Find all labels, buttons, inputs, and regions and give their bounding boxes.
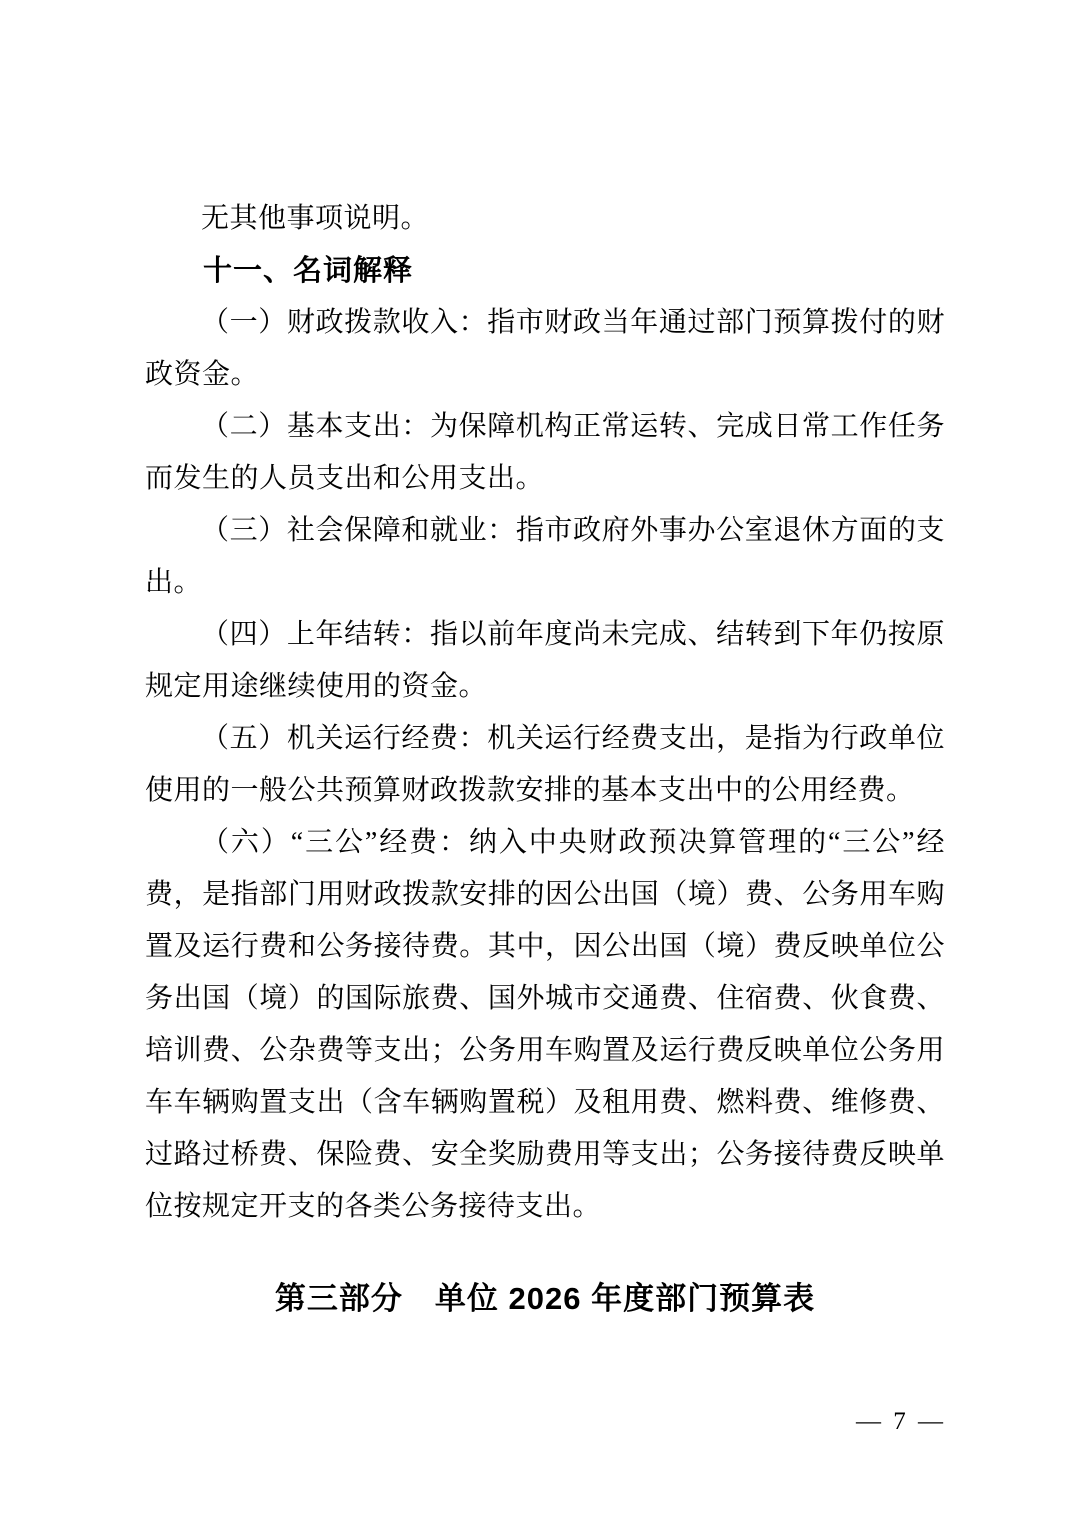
glossary-item-3: （三）社会保障和就业：指市政府外事办公室退休方面的支出。 — [145, 515, 945, 598]
intro-line: 无其他事项说明。 — [201, 203, 430, 234]
glossary-item-1: （一）财政拨款收入：指市财政当年通过部门预算拨付的财政资金。 — [145, 307, 945, 390]
glossary-item-5: （五）机关运行经费：机关运行经费支出，是指为行政单位使用的一般公共预算财政拨款安排的基本支出中的公用经费。 — [145, 723, 945, 806]
glossary-item-2: （二）基本支出：为保障机构正常运转、完成日常工作任务而发生的人员支出和公用支出。 — [145, 411, 945, 494]
part-three-heading: 第三部分 单位 2026 年度部门预算表 — [274, 1281, 816, 1316]
document-body — [145, 193, 945, 1327]
glossary-item-6: （六）“三公”经费：纳入中央财政预决算管理的“三公”经费，是指部门用财政拨款安排的因公出国（境）费、公务用车购置及运行费和公务接待费。其中，因公出国（境）费反映单位公务出国（境）的国际旅费、国外城市交通费、住宿费、伙食费、培训费、公杂费等支出；公务用车购置及运行费反映单位公务用车车辆购置支出（含车辆购置税）及租用费、燃料费、维修费、过路过桥费、保险费、安全奖励费用等支出；公务接待费反映单位按规定开支的各类公务接待支出。 — [145, 827, 945, 1222]
section-heading-glossary: 十一、名词解释 — [203, 255, 414, 287]
glossary-item-4: （四）上年结转：指以前年度尚未完成、结转到下年仍按原规定用途继续使用的资金。 — [145, 619, 945, 702]
page-number: — 7 — — [856, 1408, 946, 1435]
